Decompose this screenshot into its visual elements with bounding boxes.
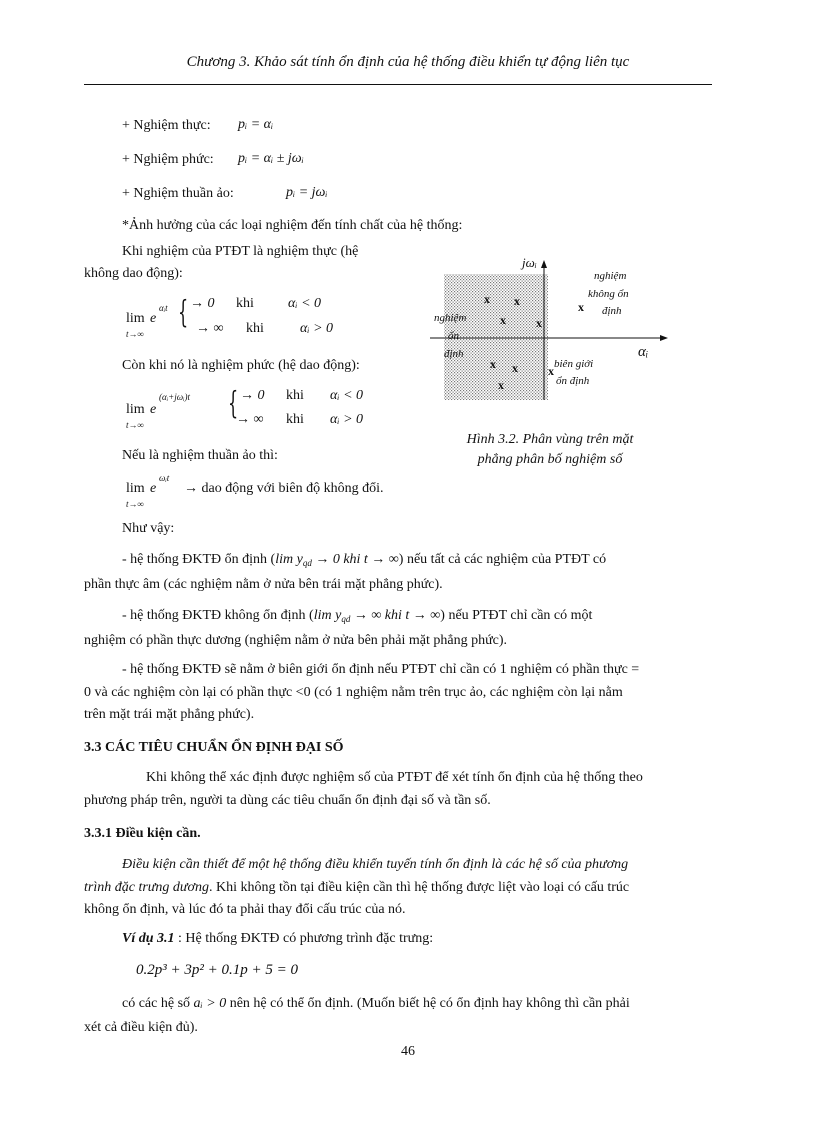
real-axis-label: αᵢ <box>638 344 649 360</box>
brace-icon: { <box>228 385 239 422</box>
unstable-label-2: không ổn <box>588 288 629 300</box>
lim-word: lim <box>126 481 145 496</box>
cond1-khi: khi <box>236 296 254 311</box>
cond2-arrow: → ∞ <box>196 321 224 336</box>
stable-region <box>444 274 548 400</box>
root-marker: x <box>548 364 554 378</box>
exp-power: αᵢt <box>159 303 168 313</box>
cond2-khi: khi <box>246 321 264 336</box>
summary-intro: Như vậy: <box>122 521 175 536</box>
header-rule <box>84 84 712 85</box>
influence-heading: *Ảnh hưởng của các loại nghiệm đến tính chất của hệ thống: <box>122 218 463 233</box>
lim-subscript: t→∞ <box>126 329 144 339</box>
real-case-text2: không dao động): <box>84 266 183 281</box>
p2-text-b: ) nếu PTĐT chỉ cần có một <box>440 608 593 623</box>
root-marker: x <box>514 294 520 308</box>
section-3-3-p2: phương pháp trên, người ta dùng các tiêu chuẩn ổn định đại số và tần số. <box>84 793 491 808</box>
exp-base: e <box>150 481 157 496</box>
p1-cond: → 0 khi t → ∞ <box>311 552 399 567</box>
unstable-label-3: định <box>602 305 622 317</box>
coef-math: aᵢ > 0 <box>193 996 227 1011</box>
summary-p3-line2: 0 và các nghiệm còn lại có phần thực <0 (có 1 nghiệm nằm trên trục ảo, các nghiệm còn lại nằm <box>84 685 623 700</box>
cond1-condition: αᵢ < 0 <box>288 296 322 311</box>
exp-base: e <box>150 402 157 417</box>
stable-label-2: ổn <box>448 330 459 342</box>
root-marker: x <box>512 361 518 375</box>
unstable-label-1: nghiệm <box>594 270 627 282</box>
summary-p1-line1 <box>122 552 606 568</box>
root-plane-svg <box>430 252 670 402</box>
boundary-label-1: biên giới <box>554 358 594 370</box>
summary-p2-line1 <box>122 608 592 624</box>
section-3-3-title: 3.3 CÁC TIÊU CHUẨN ỔN ĐỊNH ĐẠI SỐ <box>84 740 344 755</box>
lim-word: lim <box>126 402 145 417</box>
p1-lim: lim y <box>275 552 303 567</box>
section-3-3-1-title: 3.3.1 Điều kiện cần. <box>84 826 201 841</box>
p1-sub: qd <box>302 558 312 568</box>
page-header: Chương 3. Khảo sát tính ổn định của hệ thống điều khiển tự động liên tục <box>186 54 630 70</box>
page-number: 46 <box>401 1044 415 1059</box>
complex-root-label: + Nghiệm phức: <box>122 152 214 167</box>
brace-icon: { <box>178 294 189 331</box>
summary-p3-line1: - hệ thống ĐKTĐ sẽ nằm ở biên giới ổn định nếu PTĐT chỉ cần có 1 nghiệm có phần thực = <box>122 662 640 677</box>
cond1-arrow: → 0 <box>190 296 215 311</box>
summary-p3-line3: trên mặt trái mặt phẳng phức). <box>84 707 255 722</box>
summary-p1-line2: phần thực âm (các nghiệm nằm ở nửa bên trái mặt phẳng phức). <box>84 577 443 592</box>
complex-root-equation: pᵢ = αᵢ ± jωᵢ <box>238 151 304 166</box>
imag-axis-label: jωᵢ <box>522 255 537 270</box>
exp-base: e <box>150 311 157 326</box>
lim-subscript: t→∞ <box>126 499 144 509</box>
root-marker: x <box>498 378 504 392</box>
coef-line2: xét cả điều kiện đủ). <box>84 1020 198 1035</box>
p2-sub: qd <box>341 614 351 624</box>
p2-italic: trình đặc trưng dương <box>84 880 210 895</box>
p2-cond: → ∞ khi t → ∞ <box>350 608 441 623</box>
boundary-label-2: ổn định <box>556 375 590 387</box>
example-label: Ví dụ 3.1 <box>122 931 175 946</box>
cond2-arrow: → ∞ <box>236 412 264 427</box>
section-3-3-p1: Khi không thể xác định được nghiệm số của PTĐT để xét tính ổn định của hệ thống theo <box>146 770 643 785</box>
real-root-equation: pᵢ = αᵢ <box>238 117 274 132</box>
imag-result: → dao động với biên độ không đổi. <box>184 481 384 496</box>
exp-power: ωᵢt <box>159 473 170 483</box>
example-line <box>122 931 433 947</box>
cond1-condition: αᵢ < 0 <box>330 388 364 403</box>
root-marker: x <box>500 313 506 327</box>
lim-word: lim <box>126 311 145 326</box>
root-plane-figure <box>430 252 670 402</box>
cond1-arrow: → 0 <box>240 388 265 403</box>
coef-line1 <box>122 996 630 1012</box>
unstable-root-marker: x <box>578 300 584 314</box>
p1-text-b: ) nếu tất cả các nghiệm của PTĐT có <box>398 552 607 567</box>
p2-lim: lim y <box>313 608 342 623</box>
cond2-condition: αᵢ > 0 <box>300 321 334 336</box>
cond2-khi: khi <box>286 412 304 427</box>
characteristic-equation: 0.2p³ + 3p² + 0.1p + 5 = 0 <box>136 962 298 978</box>
stable-label-3: định <box>444 348 464 360</box>
figure-caption-1: Hình 3.2. Phân vùng trên mặt <box>466 432 634 447</box>
p1-text-a: - hệ thống ĐKTĐ ổn định ( <box>122 552 276 567</box>
section-3-3-1-p1: Điều kiện cần thiết để một hệ thống điều khiển tuyến tính ổn định là các hệ số của phương <box>122 857 629 872</box>
coef-rest: nên hệ có thể ổn định. (Muốn biết hệ có ổn định hay không thì cần phải <box>226 996 630 1011</box>
lim-subscript: t→∞ <box>126 420 144 430</box>
section-3-3-1-p3: không ổn định, và lúc đó ta phải thay đổi cấu trúc của nó. <box>84 902 406 917</box>
root-marker: x <box>536 316 542 330</box>
stable-label-1: nghiệm <box>434 312 467 324</box>
coef-text: có các hệ số <box>122 996 194 1011</box>
imag-root-label: + Nghiệm thuần ảo: <box>122 186 234 201</box>
root-marker: x <box>490 357 496 371</box>
cond1-khi: khi <box>286 388 304 403</box>
complex-case-text: Còn khi nó là nghiệm phức (hệ dao động): <box>122 358 360 373</box>
p2-text-a: - hệ thống ĐKTĐ không ổn định ( <box>122 608 314 623</box>
root-marker: x <box>484 292 490 306</box>
cond2-condition: αᵢ > 0 <box>330 412 364 427</box>
summary-p2-line2: nghiệm có phần thực dương (nghiệm nằm ở nửa bên phải mặt phẳng phức). <box>84 633 508 648</box>
real-case-text1: Khi nghiệm của PTĐT là nghiệm thực (hệ <box>122 244 359 259</box>
real-axis-arrow <box>660 335 668 341</box>
imag-axis-arrow <box>541 260 547 268</box>
imag-root-equation: pᵢ = jωᵢ <box>286 185 328 200</box>
real-root-label: + Nghiệm thực: <box>122 118 211 133</box>
p2-rest: . Khi không tồn tại điều kiện cần thì hệ thống được liệt vào loại có cấu trúc <box>209 880 630 895</box>
section-3-3-1-p2 <box>84 880 629 896</box>
imag-case-text: Nếu là nghiệm thuần ảo thì: <box>122 448 278 463</box>
figure-caption-2: phẳng phân bố nghiệm số <box>477 452 623 467</box>
exp-power: (αᵢ+jωᵢ)t <box>159 392 190 402</box>
example-text: : Hệ thống ĐKTĐ có phương trình đặc trưng: <box>174 931 434 946</box>
